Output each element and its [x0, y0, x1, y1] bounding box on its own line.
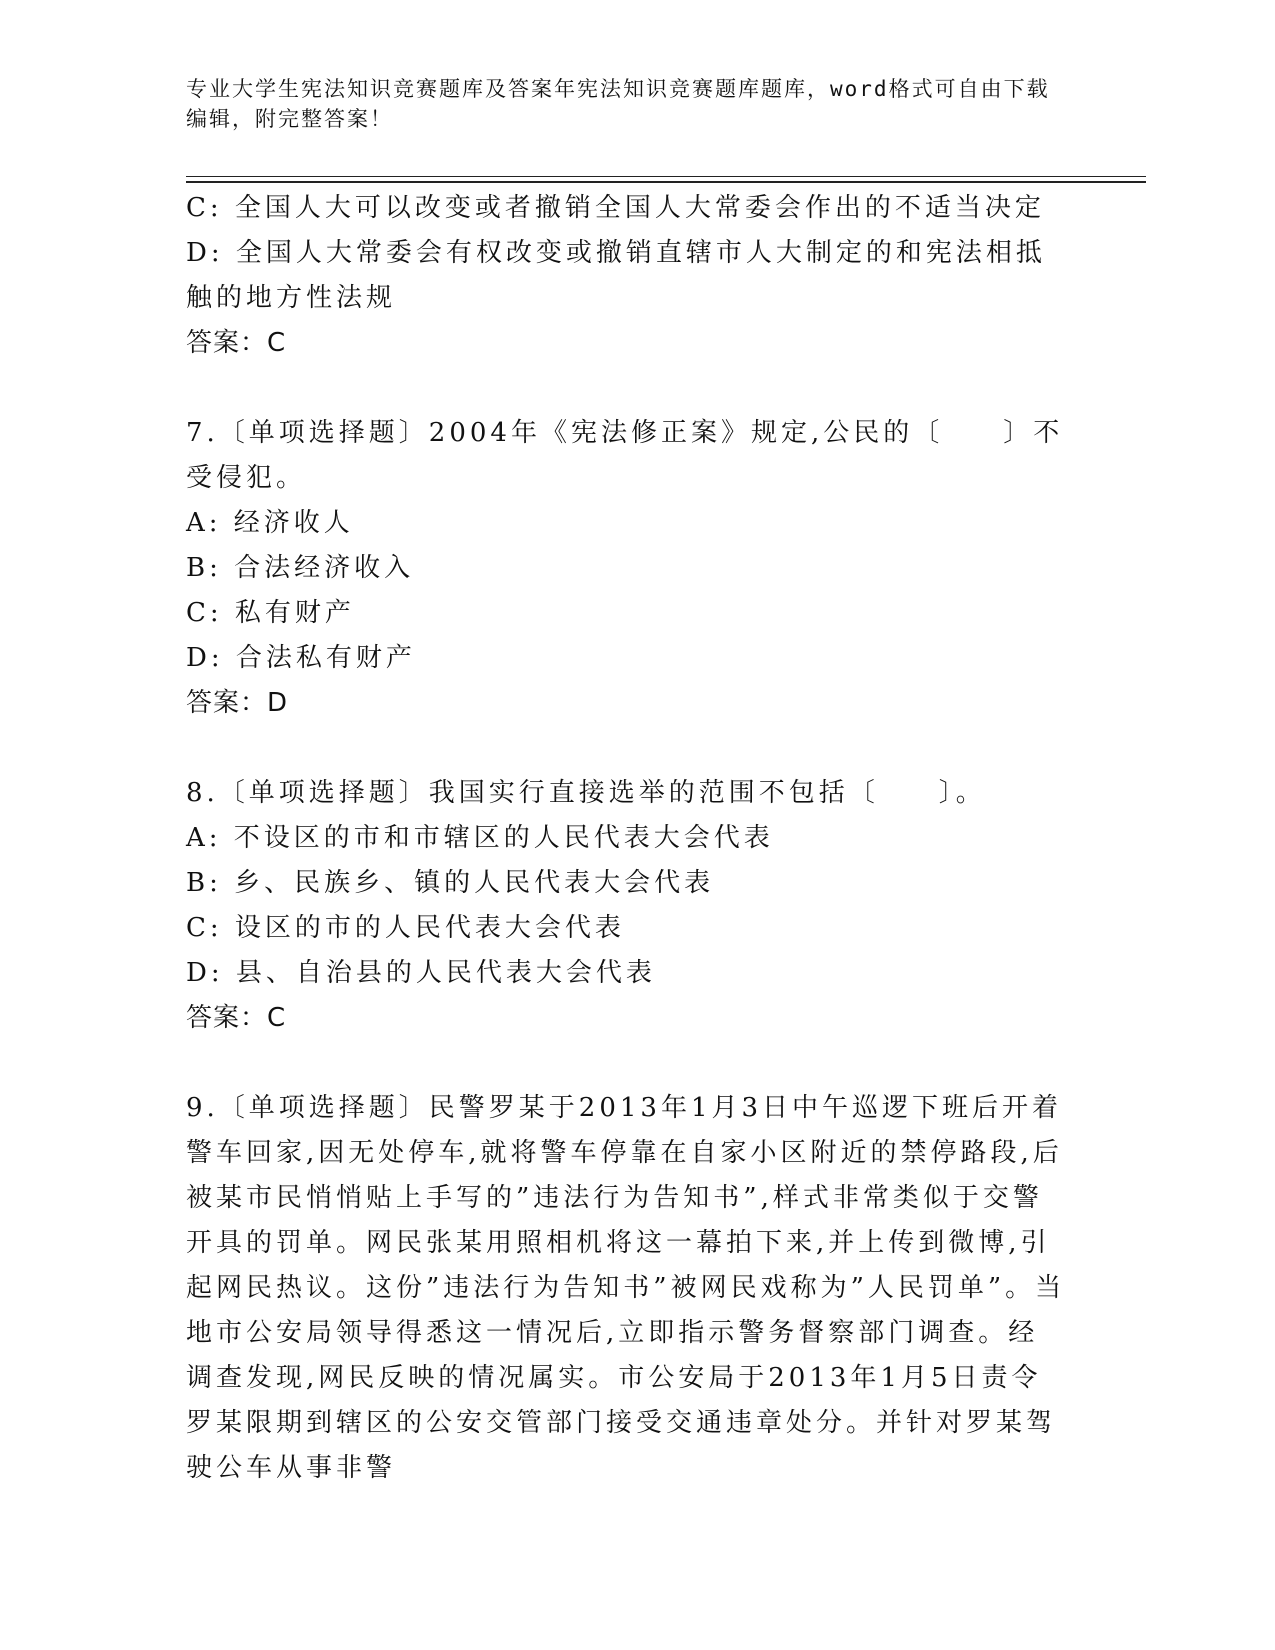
question-8-stem: 8.〔单项选择题〕我国实行直接选举的范围不包括〔 〕。: [186, 778, 986, 808]
question-7-stem: 7.〔单项选择题〕2004年《宪法修正案》规定,公民的〔 〕不受侵犯。: [186, 418, 1064, 493]
option-a: A: 不设区的市和市辖区的人民代表大会代表: [186, 823, 774, 853]
answer-label: 答案：D: [186, 688, 289, 718]
option-c: C: 设区的市的人民代表大会代表: [186, 913, 625, 943]
answer-label: 答案：C: [186, 1003, 287, 1033]
option-d: D: 全国人大常委会有权改变或撤销直辖市人大制定的和宪法相抵触的地方性法规: [186, 238, 1046, 313]
option-d: D: 县、自治县的人民代表大会代表: [186, 958, 656, 988]
header-rule-thin: [186, 176, 1146, 177]
option-c: C: 私有财产: [186, 598, 355, 628]
option-a: A: 经济收人: [186, 508, 354, 538]
option-d: D: 合法私有财产: [186, 643, 416, 673]
question-9-stem: 9.〔单项选择题〕民警罗某于2013年1月3日中午巡逻下班后开着警车回家,因无处停车,就将警车停靠在自家小区附近的禁停路段,后被某市民悄悄贴上手写的”违法行为告知书”,样式非常类似于交警开具的罚单。网民张某用照相机将这一幕拍下来,并上传到微博,引起网民热议。这份”违法行为告知书”被网民戏称为”人民罚单”。当地市公安局领导得悉这一情况后,立即指示警务督察部门调查。经调查发现,网民反映的情况属实。市公安局于2013年1月5日责令罗某限期到辖区的公安交管部门接受交通违章处分。并针对罗某驾驶公车从事非警: [186, 1093, 1066, 1483]
question-7-block: [186, 411, 1066, 726]
option-c: C: 全国人大可以改变或者撤销全国人大常委会作出的不适当决定: [186, 193, 1045, 223]
question-8-block: [186, 771, 1066, 1041]
header-rule-thick: [186, 181, 1146, 183]
option-b: B: 乡、民族乡、镇的人民代表大会代表: [186, 868, 715, 898]
option-b: B: 合法经济收入: [186, 553, 415, 583]
document-header: 专业大学生宪法知识竞赛题库及答案年宪法知识竞赛题库题库，word格式可自由下载编辑，附完整答案！: [186, 77, 1050, 131]
prev-question-block: [186, 186, 1066, 366]
answer-label: 答案：C: [186, 328, 287, 358]
question-9-block: [186, 1086, 1066, 1491]
document-body: [186, 186, 1066, 1491]
